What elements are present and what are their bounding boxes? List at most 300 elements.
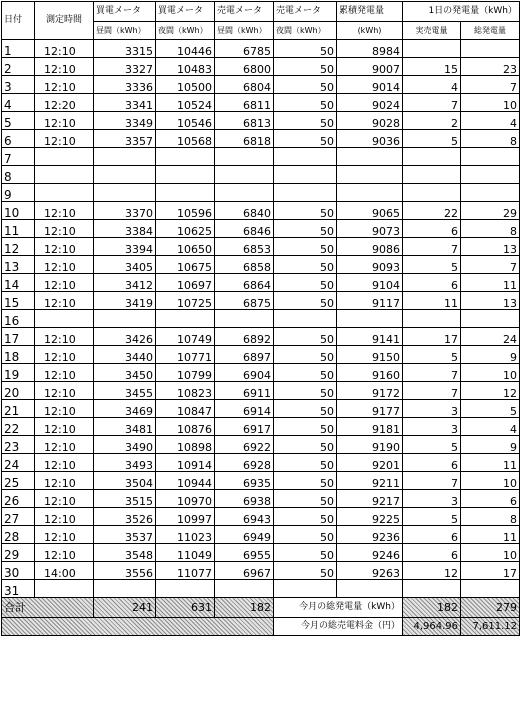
sold-cell: 3 — [403, 400, 461, 418]
day-cell: 10 — [2, 202, 35, 220]
buy-day-cell: 3327 — [94, 58, 156, 76]
buy-day-cell — [94, 580, 156, 598]
table-row — [2, 40, 520, 58]
time-cell — [35, 148, 94, 166]
sell-day-cell — [215, 580, 274, 598]
time-cell: 12:10 — [35, 76, 94, 94]
sell-night-cell: 50 — [274, 418, 337, 436]
sold-cell: 15 — [403, 58, 461, 76]
day-cell: 23 — [2, 436, 35, 454]
subheader-sell-day: 昼間（kWh） — [215, 22, 274, 40]
table-row — [2, 130, 520, 148]
buy-night-cell: 10944 — [156, 472, 215, 490]
table-row — [2, 292, 520, 310]
time-cell: 12:10 — [35, 346, 94, 364]
buy-day-cell: 3349 — [94, 112, 156, 130]
buy-night-cell: 10771 — [156, 346, 215, 364]
sold-fee: 4,964.96 — [403, 618, 461, 636]
sold-cell: 5 — [403, 346, 461, 364]
time-cell — [35, 310, 94, 328]
cumulative-cell: 9160 — [337, 364, 403, 382]
cumulative-cell — [337, 580, 403, 598]
gen-cell — [461, 40, 520, 58]
gen-cell: 4 — [461, 112, 520, 130]
sold-cell: 6 — [403, 274, 461, 292]
time-cell: 14:00 — [35, 562, 94, 580]
sold-cell — [403, 148, 461, 166]
buy-day-cell: 3336 — [94, 76, 156, 94]
buy-day-cell: 3370 — [94, 202, 156, 220]
sell-day-cell: 6875 — [215, 292, 274, 310]
sell-day-cell: 6892 — [215, 328, 274, 346]
buy-night-cell: 10697 — [156, 274, 215, 292]
header-daily: 1日の発電量（kWh） — [403, 2, 520, 22]
buy-night-cell: 10997 — [156, 508, 215, 526]
sold-cell: 3 — [403, 418, 461, 436]
cumulative-cell: 9117 — [337, 292, 403, 310]
cumulative-cell: 9263 — [337, 562, 403, 580]
sell-night-cell: 50 — [274, 130, 337, 148]
time-cell: 12:10 — [35, 40, 94, 58]
sell-day-cell: 6785 — [215, 40, 274, 58]
totals-buy-night: 631 — [156, 598, 215, 618]
buy-day-cell: 3419 — [94, 292, 156, 310]
time-cell: 12:10 — [35, 130, 94, 148]
sell-day-cell — [215, 310, 274, 328]
buy-day-cell: 3504 — [94, 472, 156, 490]
gen-cell: 10 — [461, 364, 520, 382]
table-row — [2, 364, 520, 382]
buy-day-cell: 3493 — [94, 454, 156, 472]
power-log-table — [1, 1, 520, 636]
gen-cell — [461, 184, 520, 202]
cumulative-cell: 9177 — [337, 400, 403, 418]
cumulative-cell: 9190 — [337, 436, 403, 454]
gen-cell: 10 — [461, 94, 520, 112]
time-cell: 12:10 — [35, 436, 94, 454]
buy-night-cell: 11049 — [156, 544, 215, 562]
sell-night-cell: 50 — [274, 94, 337, 112]
time-cell: 12:10 — [35, 526, 94, 544]
sold-cell: 7 — [403, 94, 461, 112]
buy-day-cell: 3537 — [94, 526, 156, 544]
day-cell: 16 — [2, 310, 35, 328]
cumulative-cell: 9236 — [337, 526, 403, 544]
sell-day-cell: 6955 — [215, 544, 274, 562]
table-row — [2, 274, 520, 292]
time-cell: 12:10 — [35, 508, 94, 526]
sold-cell: 6 — [403, 220, 461, 238]
gen-cell: 7 — [461, 256, 520, 274]
sold-cell: 5 — [403, 436, 461, 454]
buy-day-cell: 3315 — [94, 40, 156, 58]
table-row — [2, 526, 520, 544]
sell-day-cell: 6922 — [215, 436, 274, 454]
time-cell: 12:10 — [35, 58, 94, 76]
day-cell: 26 — [2, 490, 35, 508]
sell-day-cell: 6967 — [215, 562, 274, 580]
cumulative-cell — [337, 166, 403, 184]
sell-day-cell: 6911 — [215, 382, 274, 400]
gen-cell: 9 — [461, 436, 520, 454]
gen-cell: 17 — [461, 562, 520, 580]
buy-night-cell: 10446 — [156, 40, 215, 58]
sell-night-cell: 50 — [274, 382, 337, 400]
buy-day-cell: 3469 — [94, 400, 156, 418]
sell-night-cell: 50 — [274, 220, 337, 238]
subheader-total-gen: 総発電量 — [461, 22, 520, 40]
sold-cell: 17 — [403, 328, 461, 346]
sold-cell: 12 — [403, 562, 461, 580]
sold-cell: 6 — [403, 454, 461, 472]
cumulative-cell: 9211 — [337, 472, 403, 490]
sell-night-cell: 50 — [274, 508, 337, 526]
table-row — [2, 256, 520, 274]
sell-night-cell: 50 — [274, 544, 337, 562]
buy-day-cell: 3384 — [94, 220, 156, 238]
time-cell: 12:10 — [35, 256, 94, 274]
day-cell: 17 — [2, 328, 35, 346]
gen-cell: 5 — [461, 400, 520, 418]
buy-night-cell: 10625 — [156, 220, 215, 238]
day-cell: 3 — [2, 76, 35, 94]
time-cell: 12:10 — [35, 382, 94, 400]
cumulative-cell: 9246 — [337, 544, 403, 562]
cumulative-cell — [337, 184, 403, 202]
sell-day-cell: 6943 — [215, 508, 274, 526]
sell-day-cell: 6811 — [215, 94, 274, 112]
time-cell: 12:10 — [35, 418, 94, 436]
fee-spacer — [2, 618, 274, 636]
month-gen-total: 279 — [461, 598, 520, 618]
gen-cell: 29 — [461, 202, 520, 220]
sell-night-cell: 50 — [274, 400, 337, 418]
sell-night-cell — [274, 148, 337, 166]
sell-day-cell: 6904 — [215, 364, 274, 382]
day-cell: 15 — [2, 292, 35, 310]
cumulative-cell: 9172 — [337, 382, 403, 400]
header-buy-night: 買電メータ — [156, 2, 215, 22]
time-cell — [35, 166, 94, 184]
day-cell: 9 — [2, 184, 35, 202]
sell-night-cell — [274, 580, 337, 598]
buy-night-cell: 10524 — [156, 94, 215, 112]
gen-cell: 11 — [461, 526, 520, 544]
time-cell — [35, 580, 94, 598]
time-cell: 12:10 — [35, 544, 94, 562]
buy-night-cell: 10500 — [156, 76, 215, 94]
gen-cell — [461, 148, 520, 166]
buy-night-cell: 10898 — [156, 436, 215, 454]
cumulative-cell: 9225 — [337, 508, 403, 526]
table-row — [2, 202, 520, 220]
gen-cell: 10 — [461, 472, 520, 490]
sold-cell: 7 — [403, 238, 461, 256]
day-cell: 13 — [2, 256, 35, 274]
table-row — [2, 508, 520, 526]
cumulative-cell: 9014 — [337, 76, 403, 94]
day-cell: 27 — [2, 508, 35, 526]
cumulative-cell: 9065 — [337, 202, 403, 220]
sell-night-cell — [274, 184, 337, 202]
buy-night-cell: 10749 — [156, 328, 215, 346]
subheader-actual-sold: 実売電量 — [403, 22, 461, 40]
sell-day-cell: 6917 — [215, 418, 274, 436]
sell-night-cell: 50 — [274, 328, 337, 346]
day-cell: 4 — [2, 94, 35, 112]
time-cell: 12:10 — [35, 328, 94, 346]
buy-day-cell: 3341 — [94, 94, 156, 112]
sell-night-cell: 50 — [274, 436, 337, 454]
totals-buy-day: 241 — [94, 598, 156, 618]
cumulative-cell: 9201 — [337, 454, 403, 472]
day-cell: 1 — [2, 40, 35, 58]
sold-cell — [403, 184, 461, 202]
gen-cell — [461, 580, 520, 598]
time-cell: 12:10 — [35, 274, 94, 292]
gen-cell: 7 — [461, 76, 520, 94]
table-row — [2, 400, 520, 418]
day-cell: 8 — [2, 166, 35, 184]
table-row — [2, 562, 520, 580]
sell-day-cell: 6804 — [215, 76, 274, 94]
sold-cell: 2 — [403, 112, 461, 130]
gen-cell — [461, 166, 520, 184]
buy-day-cell: 3405 — [94, 256, 156, 274]
sold-cell — [403, 580, 461, 598]
gen-cell: 13 — [461, 292, 520, 310]
table-row — [2, 148, 520, 166]
time-cell: 12:10 — [35, 364, 94, 382]
sell-day-cell: 6840 — [215, 202, 274, 220]
buy-day-cell: 3556 — [94, 562, 156, 580]
header-sell-day: 売電メータ — [215, 2, 274, 22]
gen-cell: 6 — [461, 490, 520, 508]
buy-day-cell: 3412 — [94, 274, 156, 292]
sell-day-cell: 6928 — [215, 454, 274, 472]
month-gen-label: 今月の総発電量（kWh） — [274, 598, 403, 618]
time-cell: 12:10 — [35, 472, 94, 490]
table-row — [2, 58, 520, 76]
buy-night-cell: 10546 — [156, 112, 215, 130]
day-cell: 24 — [2, 454, 35, 472]
buy-day-cell: 3526 — [94, 508, 156, 526]
subheader-buy-night: 夜間（kWh） — [156, 22, 215, 40]
table-row — [2, 166, 520, 184]
day-cell: 25 — [2, 472, 35, 490]
sell-day-cell: 6818 — [215, 130, 274, 148]
day-cell: 30 — [2, 562, 35, 580]
buy-night-cell: 11023 — [156, 526, 215, 544]
table-row — [2, 580, 520, 598]
sold-cell: 4 — [403, 76, 461, 94]
gen-cell: 12 — [461, 382, 520, 400]
buy-night-cell — [156, 148, 215, 166]
buy-day-cell — [94, 310, 156, 328]
cumulative-cell: 9036 — [337, 130, 403, 148]
sell-night-cell: 50 — [274, 112, 337, 130]
time-cell: 12:10 — [35, 454, 94, 472]
fee-row — [2, 618, 520, 636]
gen-cell: 23 — [461, 58, 520, 76]
day-cell: 31 — [2, 580, 35, 598]
sell-night-cell — [274, 310, 337, 328]
table-row — [2, 472, 520, 490]
gen-cell: 24 — [461, 328, 520, 346]
table-row — [2, 238, 520, 256]
time-cell: 12:10 — [35, 238, 94, 256]
table-row — [2, 76, 520, 94]
table-row — [2, 328, 520, 346]
buy-day-cell: 3455 — [94, 382, 156, 400]
sell-night-cell: 50 — [274, 454, 337, 472]
buy-day-cell: 3490 — [94, 436, 156, 454]
sold-cell — [403, 310, 461, 328]
sell-day-cell — [215, 166, 274, 184]
time-cell: 12:10 — [35, 112, 94, 130]
table-row — [2, 310, 520, 328]
header-sell-night: 売電メータ — [274, 2, 337, 22]
day-cell: 14 — [2, 274, 35, 292]
table-row — [2, 346, 520, 364]
sell-night-cell: 50 — [274, 202, 337, 220]
time-cell: 12:10 — [35, 400, 94, 418]
buy-night-cell — [156, 166, 215, 184]
table-row — [2, 544, 520, 562]
cumulative-cell: 9141 — [337, 328, 403, 346]
time-cell — [35, 184, 94, 202]
buy-day-cell — [94, 166, 156, 184]
cumulative-cell: 8984 — [337, 40, 403, 58]
sell-night-cell: 50 — [274, 562, 337, 580]
sell-night-cell: 50 — [274, 274, 337, 292]
cumulative-cell: 9093 — [337, 256, 403, 274]
time-cell: 12:10 — [35, 292, 94, 310]
header-time: 測定時間 — [35, 2, 94, 40]
sold-cell: 5 — [403, 256, 461, 274]
time-cell: 12:20 — [35, 94, 94, 112]
gen-cell: 8 — [461, 130, 520, 148]
cumulative-cell: 9007 — [337, 58, 403, 76]
gen-cell: 11 — [461, 274, 520, 292]
totals-sell-day: 182 — [215, 598, 274, 618]
day-cell: 22 — [2, 418, 35, 436]
cumulative-cell: 9104 — [337, 274, 403, 292]
sell-day-cell — [215, 148, 274, 166]
subheader-sell-night: 夜間（kWh） — [274, 22, 337, 40]
buy-night-cell: 10596 — [156, 202, 215, 220]
sell-day-cell — [215, 184, 274, 202]
sell-night-cell: 50 — [274, 40, 337, 58]
day-cell: 21 — [2, 400, 35, 418]
buy-day-cell: 3394 — [94, 238, 156, 256]
table-row — [2, 184, 520, 202]
buy-day-cell: 3548 — [94, 544, 156, 562]
sell-night-cell: 50 — [274, 256, 337, 274]
sell-day-cell: 6800 — [215, 58, 274, 76]
sold-cell: 6 — [403, 526, 461, 544]
sell-day-cell: 6935 — [215, 472, 274, 490]
day-cell: 2 — [2, 58, 35, 76]
day-cell: 6 — [2, 130, 35, 148]
gen-cell: 13 — [461, 238, 520, 256]
buy-day-cell — [94, 184, 156, 202]
cumulative-cell: 9024 — [337, 94, 403, 112]
cumulative-cell — [337, 310, 403, 328]
header-row — [2, 2, 520, 22]
sold-cell — [403, 166, 461, 184]
day-cell: 18 — [2, 346, 35, 364]
sell-day-cell: 6853 — [215, 238, 274, 256]
data-rows — [2, 40, 520, 598]
sold-cell — [403, 40, 461, 58]
gen-cell: 9 — [461, 346, 520, 364]
buy-night-cell: 10876 — [156, 418, 215, 436]
sell-day-cell: 6949 — [215, 526, 274, 544]
table-row — [2, 436, 520, 454]
table-row — [2, 382, 520, 400]
buy-night-cell: 11077 — [156, 562, 215, 580]
totals-label: 合計 — [2, 598, 94, 618]
sell-night-cell: 50 — [274, 238, 337, 256]
buy-day-cell: 3481 — [94, 418, 156, 436]
table-row — [2, 112, 520, 130]
gen-cell: 11 — [461, 454, 520, 472]
day-cell: 29 — [2, 544, 35, 562]
time-cell: 12:10 — [35, 220, 94, 238]
cumulative-cell: 9181 — [337, 418, 403, 436]
buy-night-cell: 10568 — [156, 130, 215, 148]
cumulative-cell: 9086 — [337, 238, 403, 256]
sold-cell: 7 — [403, 472, 461, 490]
sell-day-cell: 6846 — [215, 220, 274, 238]
subheader-buy-day: 昼間（kWh） — [94, 22, 156, 40]
sell-night-cell: 50 — [274, 364, 337, 382]
gen-cell: 8 — [461, 508, 520, 526]
buy-night-cell: 10483 — [156, 58, 215, 76]
cumulative-cell: 9073 — [337, 220, 403, 238]
sold-cell: 7 — [403, 382, 461, 400]
buy-day-cell — [94, 148, 156, 166]
table-row — [2, 94, 520, 112]
time-cell: 12:10 — [35, 202, 94, 220]
sell-night-cell: 50 — [274, 490, 337, 508]
day-cell: 11 — [2, 220, 35, 238]
buy-night-cell: 10847 — [156, 400, 215, 418]
buy-night-cell: 10650 — [156, 238, 215, 256]
sold-cell: 5 — [403, 130, 461, 148]
cumulative-cell: 9028 — [337, 112, 403, 130]
table-row — [2, 490, 520, 508]
sell-night-cell: 50 — [274, 346, 337, 364]
header-cumulative: 累積発電量 — [337, 2, 403, 22]
buy-day-cell: 3440 — [94, 346, 156, 364]
buy-night-cell: 10914 — [156, 454, 215, 472]
month-sold-total: 182 — [403, 598, 461, 618]
cumulative-cell: 9150 — [337, 346, 403, 364]
gen-cell — [461, 310, 520, 328]
day-cell: 28 — [2, 526, 35, 544]
time-cell: 12:10 — [35, 490, 94, 508]
gen-cell: 8 — [461, 220, 520, 238]
gen-cell: 10 — [461, 544, 520, 562]
cumulative-cell — [337, 148, 403, 166]
buy-day-cell: 3426 — [94, 328, 156, 346]
day-cell: 20 — [2, 382, 35, 400]
sell-day-cell: 6813 — [215, 112, 274, 130]
sell-night-cell: 50 — [274, 526, 337, 544]
header-buy-day: 買電メータ — [94, 2, 156, 22]
